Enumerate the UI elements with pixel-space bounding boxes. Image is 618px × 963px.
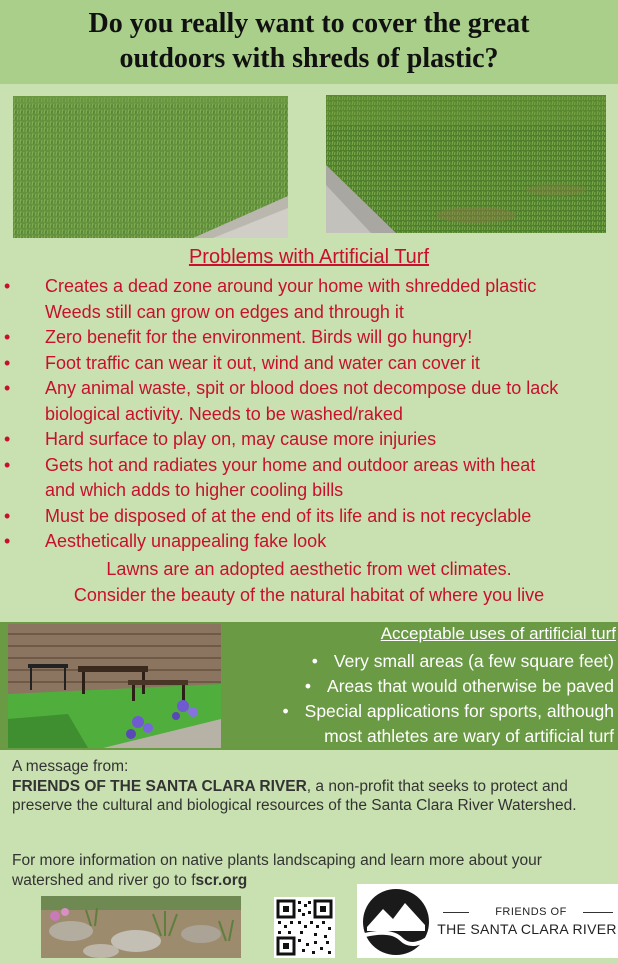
logo-text-line-1: FRIENDS OF: [495, 906, 567, 918]
bullet-icon: •: [304, 676, 312, 696]
problem-item: [0, 274, 618, 325]
message-intro: A message from:: [12, 758, 129, 775]
message-body: [12, 777, 612, 816]
patio-photo: [8, 624, 221, 748]
problem-line: Zero benefit for the environment. Birds will go hungry!: [45, 327, 473, 347]
message-block: [12, 757, 612, 816]
use-item: [283, 674, 615, 699]
uses-list: [283, 649, 615, 749]
worn-turf-photo: [326, 95, 606, 233]
use-item: [283, 649, 615, 674]
problem-line: Aesthetically unappealing fake look: [45, 531, 327, 551]
use-line: Special applications for sports, although: [304, 701, 614, 721]
rock-garden-photo: [41, 896, 241, 958]
org-description: , a non-profit that seeks to protect and preserve the cultural and biological resources of the Santa Clara River Watershed.: [12, 777, 577, 814]
page-title: [0, 6, 618, 76]
title-line-1: Do you really want to cover the great: [88, 8, 530, 39]
use-line: Very small areas (a few square feet): [333, 651, 614, 671]
qr-code[interactable]: [274, 897, 335, 958]
bullet-icon: •: [4, 531, 11, 551]
problem-item: [0, 351, 618, 377]
closing-line-1: Lawns are an adopted aesthetic from wet climates.: [106, 559, 512, 579]
closing-statement: [0, 557, 618, 608]
use-item: [283, 699, 615, 724]
problem-line: Hard surface to play on, may cause more injuries: [45, 429, 437, 449]
bullet-icon: •: [282, 701, 289, 721]
problem-item: [0, 529, 618, 555]
problem-line: Must be disposed of at the end of its life and is not recyclable: [45, 505, 532, 526]
problem-line: Gets hot and radiates your home and outdoor areas with heat: [45, 454, 536, 475]
fscr-logo: [357, 884, 618, 958]
uses-heading: Acceptable uses of artificial turf: [380, 624, 616, 643]
use-line: Areas that would otherwise be paved: [327, 676, 614, 696]
river-logo-icon: [361, 887, 431, 957]
problem-line: Foot traffic can wear it out, wind and water can cover it: [45, 352, 480, 373]
problem-line: Creates a dead zone around your home with shredded plastic: [45, 276, 537, 296]
problems-heading: Problems with Artificial Turf: [188, 246, 430, 268]
website-link[interactable]: scr.org: [195, 871, 248, 889]
use-line: most athletes are wary of artificial turf: [324, 726, 614, 746]
use-item-continued: [283, 724, 615, 749]
more-info-text: For more information on native plants landscaping and learn more about your watershed and river go to f: [12, 852, 542, 889]
bullet-icon: •: [4, 429, 11, 449]
bullet-icon: •: [4, 505, 11, 526]
org-name: FRIENDS OF THE SANTA CLARA RIVER: [12, 777, 307, 795]
bullet-icon: •: [4, 276, 11, 296]
turf-slope-photo: [13, 96, 288, 238]
problems-list: [0, 274, 618, 555]
problem-line: Weeds still can grow on edges and through it: [45, 301, 404, 322]
bullet-icon: •: [4, 378, 11, 398]
problem-item: [0, 427, 618, 453]
problem-item: [0, 376, 618, 427]
bullet-icon: •: [311, 651, 318, 671]
problem-line: biological activity. Needs to be washed/raked: [45, 403, 403, 424]
bullet-icon: •: [4, 352, 11, 373]
logo-text-line-2: THE SANTA CLARA RIVER: [437, 921, 617, 937]
problem-line: and which adds to higher cooling bills: [45, 480, 344, 500]
problem-item: [0, 504, 618, 530]
problem-item: [0, 325, 618, 351]
problem-line: Any animal waste, spit or blood does not decompose due to lack: [45, 378, 559, 398]
problem-item: [0, 453, 618, 504]
bullet-icon: •: [4, 454, 11, 475]
title-line-2: outdoors with shreds of plastic?: [119, 43, 499, 74]
bullet-icon: •: [4, 327, 11, 347]
closing-line-2: Consider the beauty of the natural habitat of where you live: [73, 584, 545, 605]
